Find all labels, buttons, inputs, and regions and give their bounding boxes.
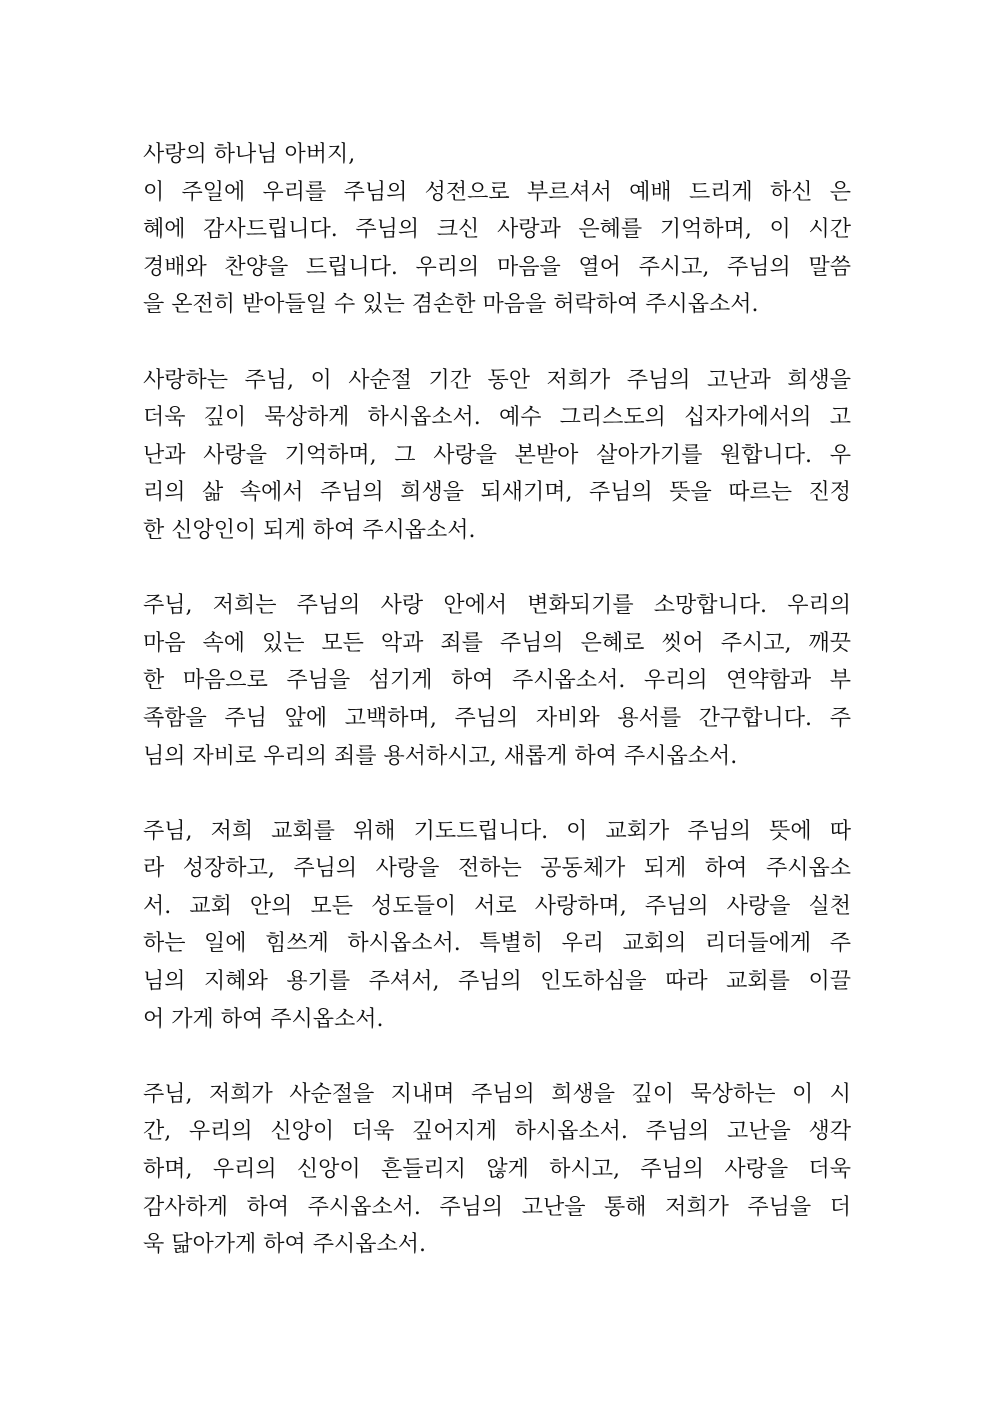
paragraph-gap <box>143 324 851 362</box>
paragraph-line: 족함을 주님 앞에 고백하며, 주님의 자비와 용서를 간구합니다. 주 <box>143 705 851 731</box>
paragraph-line: 라 성장하고, 주님의 사랑을 전하는 공동체가 되게 하여 주시옵소 <box>143 856 851 882</box>
paragraph-closing <box>143 1076 851 1264</box>
paragraph-line: 을 온전히 받아들일 수 있는 겸손한 마음을 허락하여 주시옵소서. <box>143 292 759 318</box>
paragraph-line: 리의 삶 속에서 주님의 희생을 되새기며, 주님의 뜻을 따르는 진정 <box>143 480 851 506</box>
paragraph-lent <box>143 362 851 550</box>
prayer-text <box>143 136 851 1264</box>
paragraph-line: 주님, 저희는 주님의 사랑 안에서 변화되기를 소망합니다. 우리의 <box>143 593 851 619</box>
paragraph-line: 주님, 저희가 사순절을 지내며 주님의 희생을 깊이 묵상하는 이 시 <box>143 1081 851 1107</box>
paragraph-line: 사랑하는 주님, 이 사순절 기간 동안 저희가 주님의 고난과 희생을 <box>143 367 851 393</box>
paragraph-line: 간, 우리의 신앙이 더욱 깊어지게 하시옵소서. 주님의 고난을 생각 <box>143 1119 851 1145</box>
paragraph-line: 주님, 저희 교회를 위해 기도드립니다. 이 교회가 주님의 뜻에 따 <box>143 818 851 844</box>
paragraph-line: 하는 일에 힘쓰게 하시옵소서. 특별히 우리 교회의 리더들에게 주 <box>143 931 851 957</box>
paragraph-line: 하며, 우리의 신앙이 흔들리지 않게 하시고, 주님의 사랑을 더욱 <box>143 1157 851 1183</box>
paragraph-gap <box>143 775 851 813</box>
paragraph-line: 더욱 깊이 묵상하게 하시옵소서. 예수 그리스도의 십자가에서의 고 <box>143 405 851 431</box>
paragraph-line: 혜에 감사드립니다. 주님의 크신 사랑과 은혜를 기억하며, 이 시간 <box>143 217 851 243</box>
paragraph-gap <box>143 1038 851 1076</box>
paragraph-line: 이 주일에 우리를 주님의 성전으로 부르셔서 예배 드리게 하신 은 <box>143 179 851 205</box>
paragraph-line: 서. 교회 안의 모든 성도들이 서로 사랑하며, 주님의 사랑을 실천 <box>143 893 851 919</box>
paragraph-line: 난과 사랑을 기억하며, 그 사랑을 본받아 살아가기를 원합니다. 우 <box>143 442 851 468</box>
paragraph-repentance <box>143 587 851 775</box>
paragraph-line: 경배와 찬양을 드립니다. 우리의 마음을 열어 주시고, 주님의 말씀 <box>143 254 851 280</box>
paragraph-line: 마음 속에 있는 모든 악과 죄를 주님의 은혜로 씻어 주시고, 깨끗 <box>143 630 851 656</box>
paragraph-line: 한 신앙인이 되게 하여 주시옵소서. <box>143 517 476 543</box>
paragraph-line: 감사하게 하여 주시옵소서. 주님의 고난을 통해 저희가 주님을 더 <box>143 1194 851 1220</box>
paragraph-line: 어 가게 하여 주시옵소서. <box>143 1006 384 1032</box>
paragraph-line: 한 마음으로 주님을 섬기게 하여 주시옵소서. 우리의 연약함과 부 <box>143 668 851 694</box>
paragraph-opening <box>143 136 851 324</box>
paragraph-line: 님의 자비로 우리의 죄를 용서하시고, 새롭게 하여 주시옵소서. <box>143 743 738 769</box>
paragraph-line: 욱 닮아가게 하여 주시옵소서. <box>143 1232 426 1258</box>
paragraph-line: 사랑의 하나님 아버지, <box>143 142 356 167</box>
paragraph-line: 님의 지혜와 용기를 주셔서, 주님의 인도하심을 따라 교회를 이끌 <box>143 969 851 995</box>
paragraph-gap <box>143 550 851 588</box>
paragraph-church <box>143 813 851 1039</box>
